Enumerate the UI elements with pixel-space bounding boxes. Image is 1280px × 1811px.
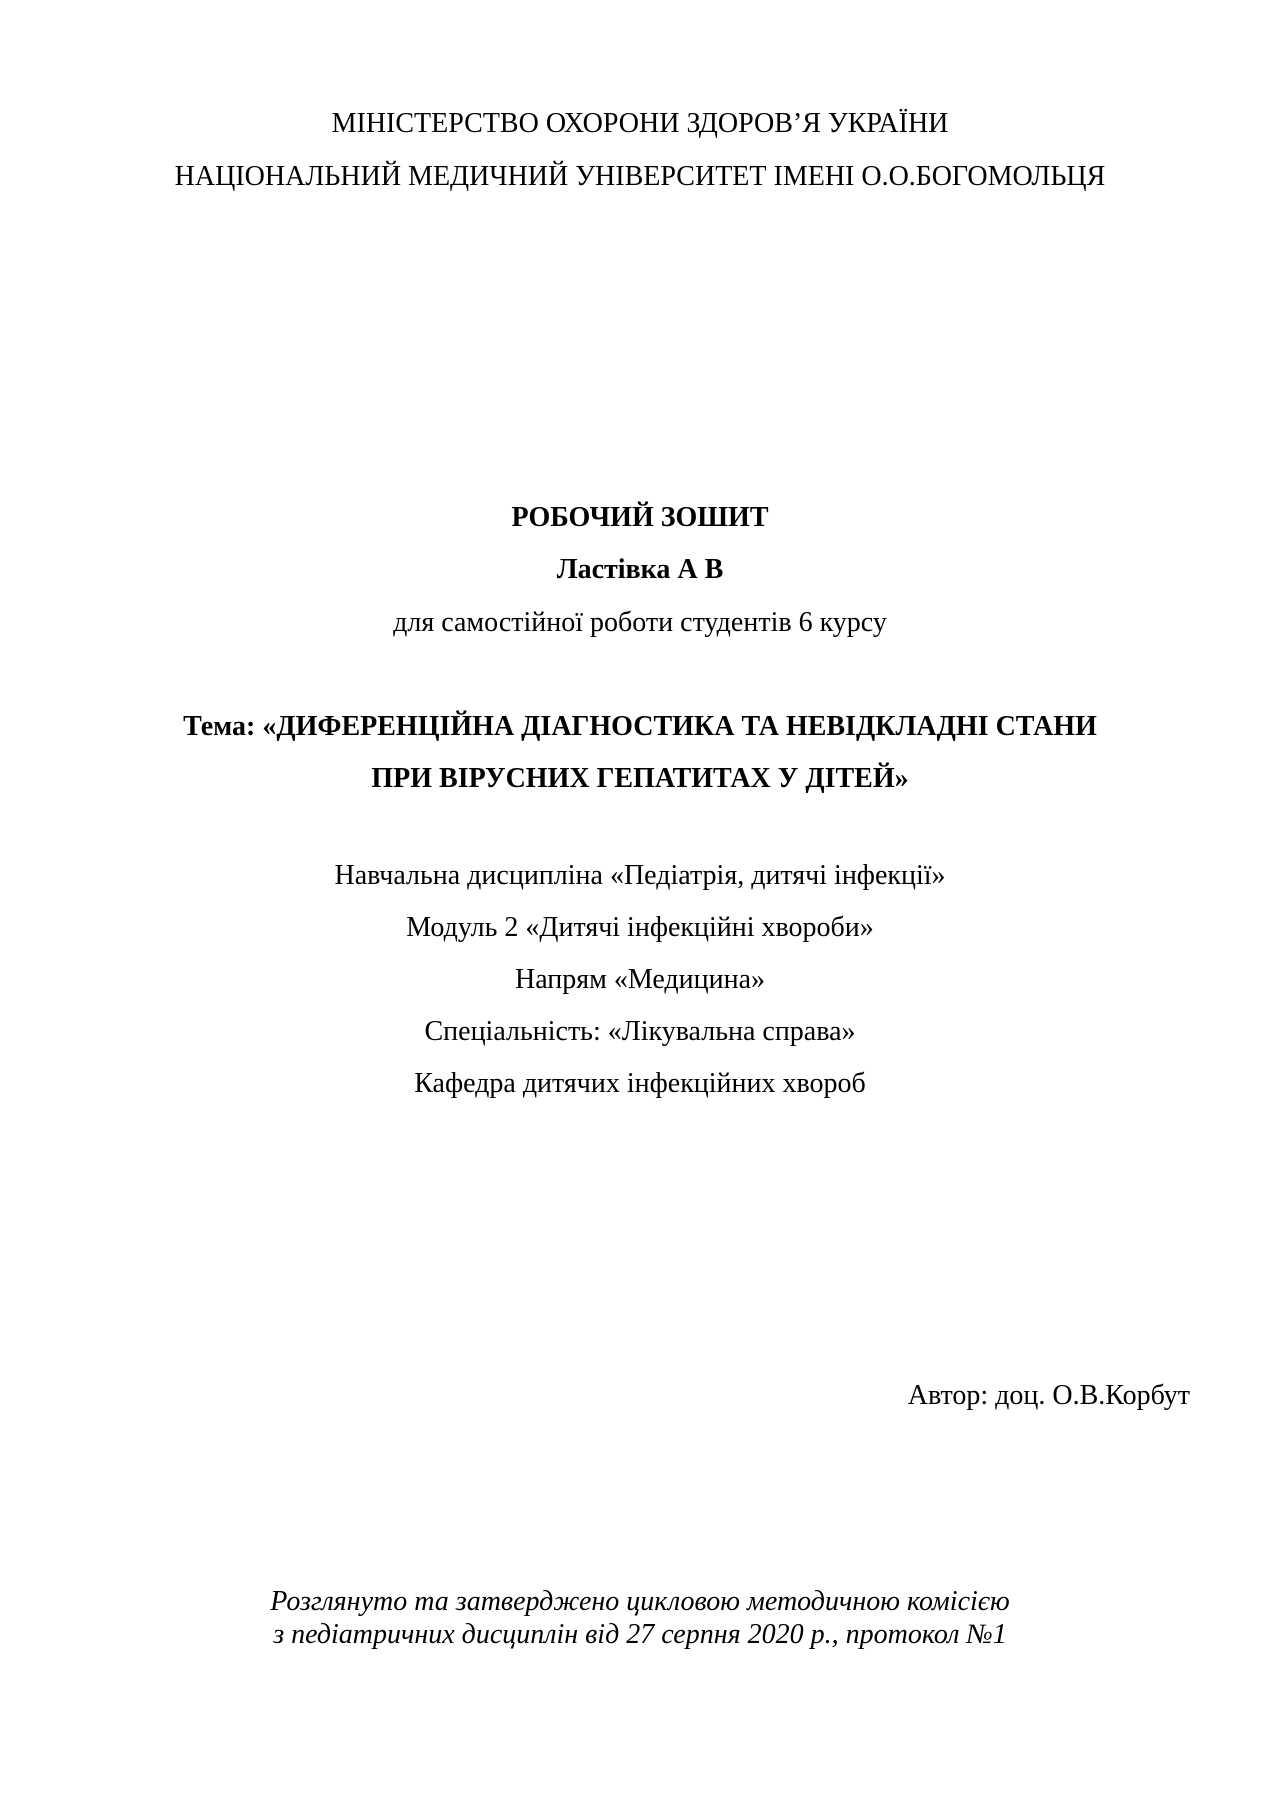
direction-line: Напрям «Медицина» bbox=[514, 964, 766, 995]
department-line: Кафедра дитячих інфекційних хвороб bbox=[414, 1068, 866, 1099]
approval-line-1: Розглянуто та затверджено цикловою методичною комісією bbox=[270, 1586, 1010, 1617]
author-line: Автор: доц. О.В.Корбут bbox=[907, 1380, 1190, 1411]
topic-line-1: Тема: «ДИФЕРЕНЦІЙНА ДІАГНОСТИКА ТА НЕВІДКЛАДНІ СТАНИ bbox=[183, 711, 1097, 742]
module-line: Модуль 2 «Дитячі інфекційні хвороби» bbox=[406, 912, 874, 943]
university-heading: НАЦІОНАЛЬНИЙ МЕДИЧНИЙ УНІВЕРСИТЕТ ІМЕНІ О.О.БОГОМОЛЬЦЯ bbox=[174, 161, 1106, 192]
document-purpose: для самостійної роботи студентів 6 курсу bbox=[393, 607, 887, 638]
specialty-line: Спеціальність: «Лікувальна справа» bbox=[424, 1016, 856, 1047]
student-name: Ластівка А В bbox=[556, 554, 724, 585]
discipline-line: Навчальна дисципліна «Педіатрія, дитячі інфекції» bbox=[334, 860, 946, 891]
document-type-title: РОБОЧИЙ ЗОШИТ bbox=[511, 502, 769, 533]
topic-line-2: ПРИ ВІРУСНИХ ГЕПАТИТАХ У ДІТЕЙ» bbox=[371, 763, 909, 794]
ministry-heading: МІНІСТЕРСТВО ОХОРОНИ ЗДОРОВ’Я УКРАЇНИ bbox=[331, 108, 949, 139]
approval-line-2: з педіатричних дисциплін від 27 серпня 2020 р., протокол №1 bbox=[273, 1619, 1007, 1650]
